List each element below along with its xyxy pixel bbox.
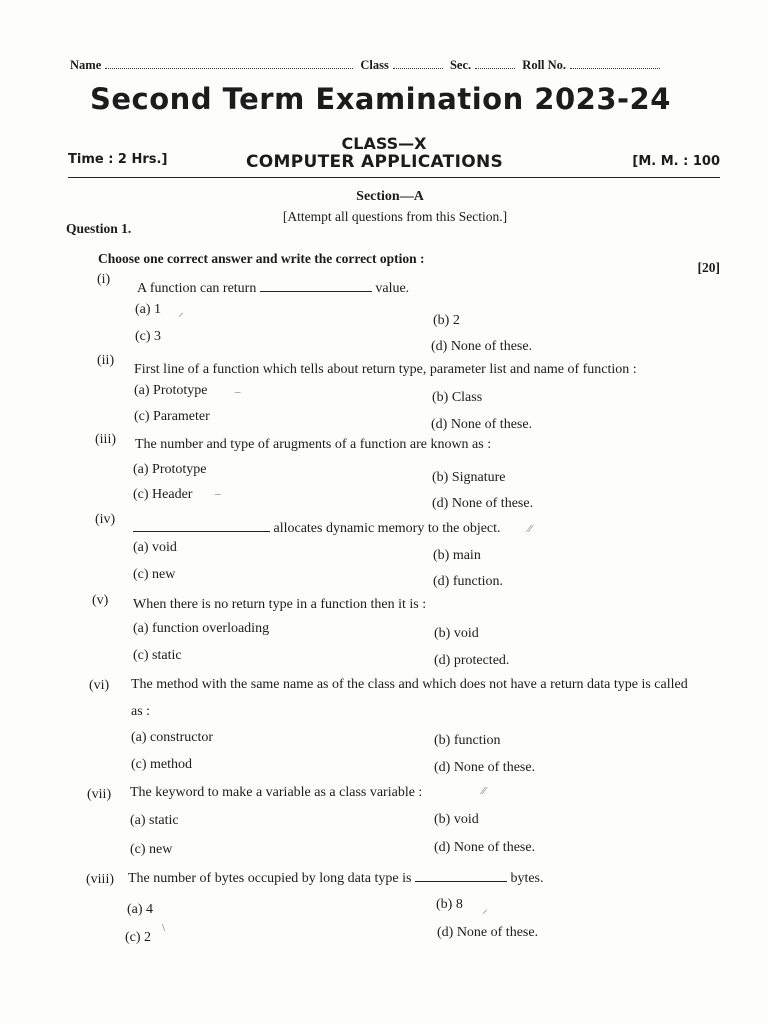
question-number: Question 1.	[66, 221, 132, 236]
question-roman: (i)	[97, 272, 111, 287]
maximum-marks: [M. M. : 100	[632, 154, 720, 169]
option: (a) 1	[135, 302, 162, 317]
roll-label: Roll No.	[522, 58, 567, 72]
option: (c) method	[131, 757, 193, 772]
option: (a) static	[130, 813, 179, 828]
option: (b) 8	[436, 897, 463, 912]
answer-blank	[260, 279, 372, 292]
question-text: The number of bytes occupied by long data type is bytes.	[128, 871, 544, 886]
pencil-mark-icon: \	[162, 922, 166, 934]
exam-title: Second Term Examination 2023-24	[90, 82, 671, 116]
sec-field[interactable]	[475, 56, 515, 69]
section-instruction: [Attempt all questions from this Section.]	[282, 209, 508, 224]
student-info-line	[70, 56, 722, 73]
section-title: Section—A	[356, 189, 424, 204]
option: (c) Parameter	[134, 409, 210, 424]
subject-title: COMPUTER APPLICATIONS	[246, 152, 504, 172]
pencil-mark-icon: ‒	[215, 488, 221, 500]
sec-label: Sec.	[449, 58, 472, 72]
option: (c) Header	[133, 487, 193, 502]
option: (a) void	[133, 540, 177, 555]
option: (a) function overloading	[133, 621, 270, 636]
header-divider	[68, 177, 720, 178]
question-text: allocates dynamic memory to the object.	[133, 519, 501, 537]
option: (d) None of these.	[437, 925, 539, 940]
option: (d) None of these.	[434, 840, 536, 855]
option: (c) new	[130, 842, 173, 857]
question-text: The number and type of arugments of a function are known as :	[135, 437, 492, 452]
option: (a) 4	[127, 902, 154, 917]
option: (c) 3	[135, 329, 162, 344]
roll-field[interactable]	[570, 56, 660, 69]
option: (b) Signature	[432, 470, 506, 485]
time-duration: Time : 2 Hrs.]	[68, 152, 168, 167]
question-marks: [20]	[697, 260, 720, 275]
subject-row	[68, 152, 720, 174]
question-text: The keyword to make a variable as a class variable :	[130, 785, 423, 800]
option: (b) main	[433, 548, 481, 563]
question-text: A function can return value.	[137, 281, 410, 296]
option: (c) 2	[125, 930, 152, 945]
option: (a) constructor	[131, 730, 214, 745]
question-roman: (ii)	[97, 353, 115, 368]
option: (d) None of these.	[432, 496, 534, 511]
option: (d) protected.	[434, 653, 510, 668]
option: (d) None of these.	[434, 760, 536, 775]
class-heading: CLASS—X	[341, 134, 427, 153]
question-instruction: Choose one correct answer and write the correct option :	[98, 251, 425, 266]
class-field[interactable]	[393, 56, 443, 69]
question-roman: (iv)	[95, 512, 116, 527]
option: (b) function	[434, 733, 501, 748]
question-roman: (iii)	[95, 432, 116, 447]
question-roman: (vi)	[89, 678, 110, 693]
option: (d) None of these.	[431, 417, 533, 432]
class-label: Class	[360, 58, 389, 72]
option: (c) static	[133, 648, 182, 663]
pencil-mark-icon: ⁄⁄	[482, 785, 486, 797]
question-text: When there is no return type in a function then it is :	[133, 597, 427, 612]
question-text: The method with the same name as of the class and which does not have a return data type is called	[131, 677, 688, 692]
question-roman: (vii)	[87, 787, 112, 802]
option: (d) None of these.	[431, 339, 533, 354]
option: (b) Class	[432, 390, 483, 405]
option: (a) Prototype	[134, 383, 208, 398]
pencil-mark-icon: ⁄⁄	[528, 523, 532, 535]
option: (b) void	[434, 812, 479, 827]
option: (d) function.	[433, 574, 503, 589]
option: (b) void	[434, 626, 479, 641]
name-label: Name	[70, 58, 102, 72]
option: (c) new	[133, 567, 176, 582]
pencil-mark-icon: ⸝	[178, 307, 184, 319]
question-roman: (viii)	[86, 872, 114, 887]
option: (a) Prototype	[133, 462, 207, 477]
answer-blank	[133, 519, 270, 532]
question-text: First line of a function which tells about return type, parameter list and name of function :	[134, 362, 637, 377]
question-roman: (v)	[92, 593, 109, 608]
pencil-mark-icon: ‒	[235, 386, 241, 398]
answer-blank	[415, 869, 507, 882]
pencil-mark-icon: ⸝	[482, 904, 488, 916]
option: (b) 2	[433, 313, 460, 328]
question-text-continued: as :	[131, 704, 151, 719]
name-field[interactable]	[105, 56, 353, 69]
